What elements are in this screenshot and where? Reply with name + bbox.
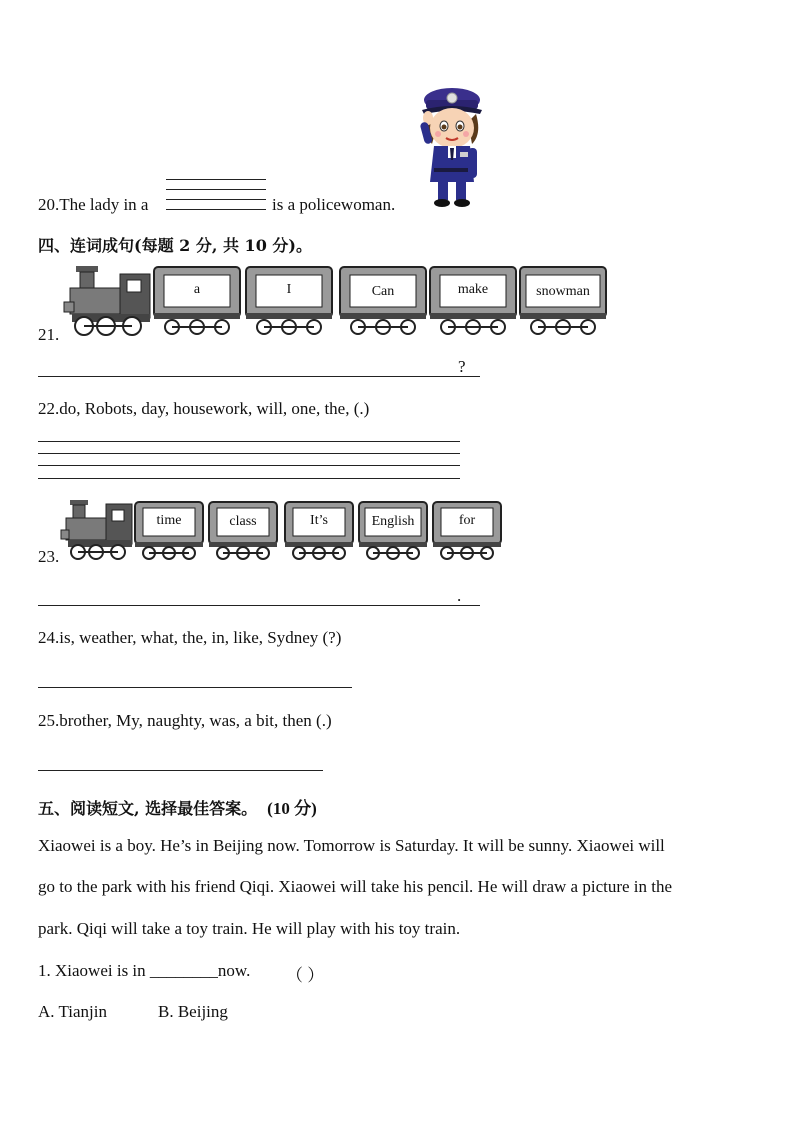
train-word: English (371, 514, 415, 529)
train-car-4[interactable] (428, 265, 518, 337)
train-car-3[interactable] (283, 500, 355, 562)
q22-answer-line-4[interactable] (38, 478, 460, 479)
option-a[interactable]: A. Tianjin (38, 1002, 107, 1021)
section5-heading: 五、阅读短文, 选择最佳答案。 (38, 799, 258, 818)
section5-header (38, 794, 317, 819)
option-b[interactable]: B. Beijing (158, 1002, 228, 1021)
train-car-icon (357, 500, 429, 562)
train-word: I (286, 282, 292, 297)
train-car-icon (431, 500, 503, 562)
train-car-2[interactable] (244, 265, 334, 337)
q22-answer-line-3[interactable] (38, 465, 460, 466)
train-word: a (193, 282, 201, 297)
train-car-4[interactable] (357, 500, 429, 562)
passage-line-3: park. Qiqi will take a toy train. He will play with his toy train. (38, 919, 461, 938)
q20-prefix: 20.The lady in a (38, 195, 149, 214)
q20-answer-line-4[interactable] (166, 209, 266, 210)
q25-prompt: 25.brother, My, naughty, was, a bit, then (.) (38, 711, 332, 730)
train-word: It’s (310, 513, 328, 528)
q20-answer-line-2[interactable] (166, 189, 266, 190)
passage-line-2: go to the park with his friend Qiqi. Xiaowei will take his pencil. He will draw a picture in the (38, 877, 673, 896)
train-car-icon (283, 500, 355, 562)
q25-answer-line[interactable] (38, 770, 323, 771)
policewoman-illustration (410, 82, 490, 210)
train-car-icon (207, 500, 279, 562)
locomotive-icon (62, 264, 154, 338)
train-word: for (458, 513, 476, 528)
q21-end-mark: ? (458, 357, 466, 376)
section5-points: (10 分) (267, 799, 317, 818)
train-car-icon (428, 265, 518, 337)
train-word: make (457, 282, 489, 297)
question-1-stem: 1. Xiaowei is in ________now. (38, 961, 251, 980)
question-1-answer-paren[interactable]: （ ） (286, 966, 325, 985)
train-car-icon (152, 265, 242, 337)
q24-answer-line[interactable] (38, 687, 352, 688)
q20-answer-line-3[interactable] (166, 199, 266, 200)
train-word: time (156, 513, 182, 528)
q20-answer-line-1[interactable] (166, 179, 266, 180)
q21-answer-line[interactable] (38, 376, 480, 377)
train-car-2[interactable] (207, 500, 279, 562)
train-car-5[interactable] (431, 500, 503, 562)
train-car-icon (133, 500, 205, 562)
locomotive-icon (60, 498, 134, 562)
train-car-1[interactable] (133, 500, 205, 562)
q22-prompt: 22.do, Robots, day, housework, will, one, the, (.) (38, 399, 370, 418)
train-car-icon (518, 265, 608, 337)
q23-end-mark: . (457, 586, 462, 605)
train-car-icon (244, 265, 334, 337)
train-word: snowman (536, 284, 590, 299)
q23-answer-line[interactable] (38, 605, 480, 606)
train-car-icon (338, 265, 428, 337)
q21-number: 21. (38, 325, 60, 344)
train-car-3[interactable] (338, 265, 428, 337)
q23-number: 23. (38, 547, 60, 566)
passage-line-1: Xiaowei is a boy. He’s in Beijing now. Tomorrow is Saturday. It will be sunny. Xiaowei will (38, 836, 665, 855)
train-word: class (229, 514, 257, 529)
train-word: Can (371, 284, 395, 299)
section4-heading: 四、连词成句(每题 2 分, 共 10 分)。 (38, 236, 312, 255)
q24-prompt: 24.is, weather, what, the, in, like, Sydney (?) (38, 628, 342, 647)
q22-answer-line-2[interactable] (38, 453, 460, 454)
q22-answer-line-1[interactable] (38, 441, 460, 442)
train-car-5[interactable] (518, 265, 608, 337)
q20-suffix: is a policewoman. (272, 195, 396, 214)
train-car-1[interactable] (152, 265, 242, 337)
